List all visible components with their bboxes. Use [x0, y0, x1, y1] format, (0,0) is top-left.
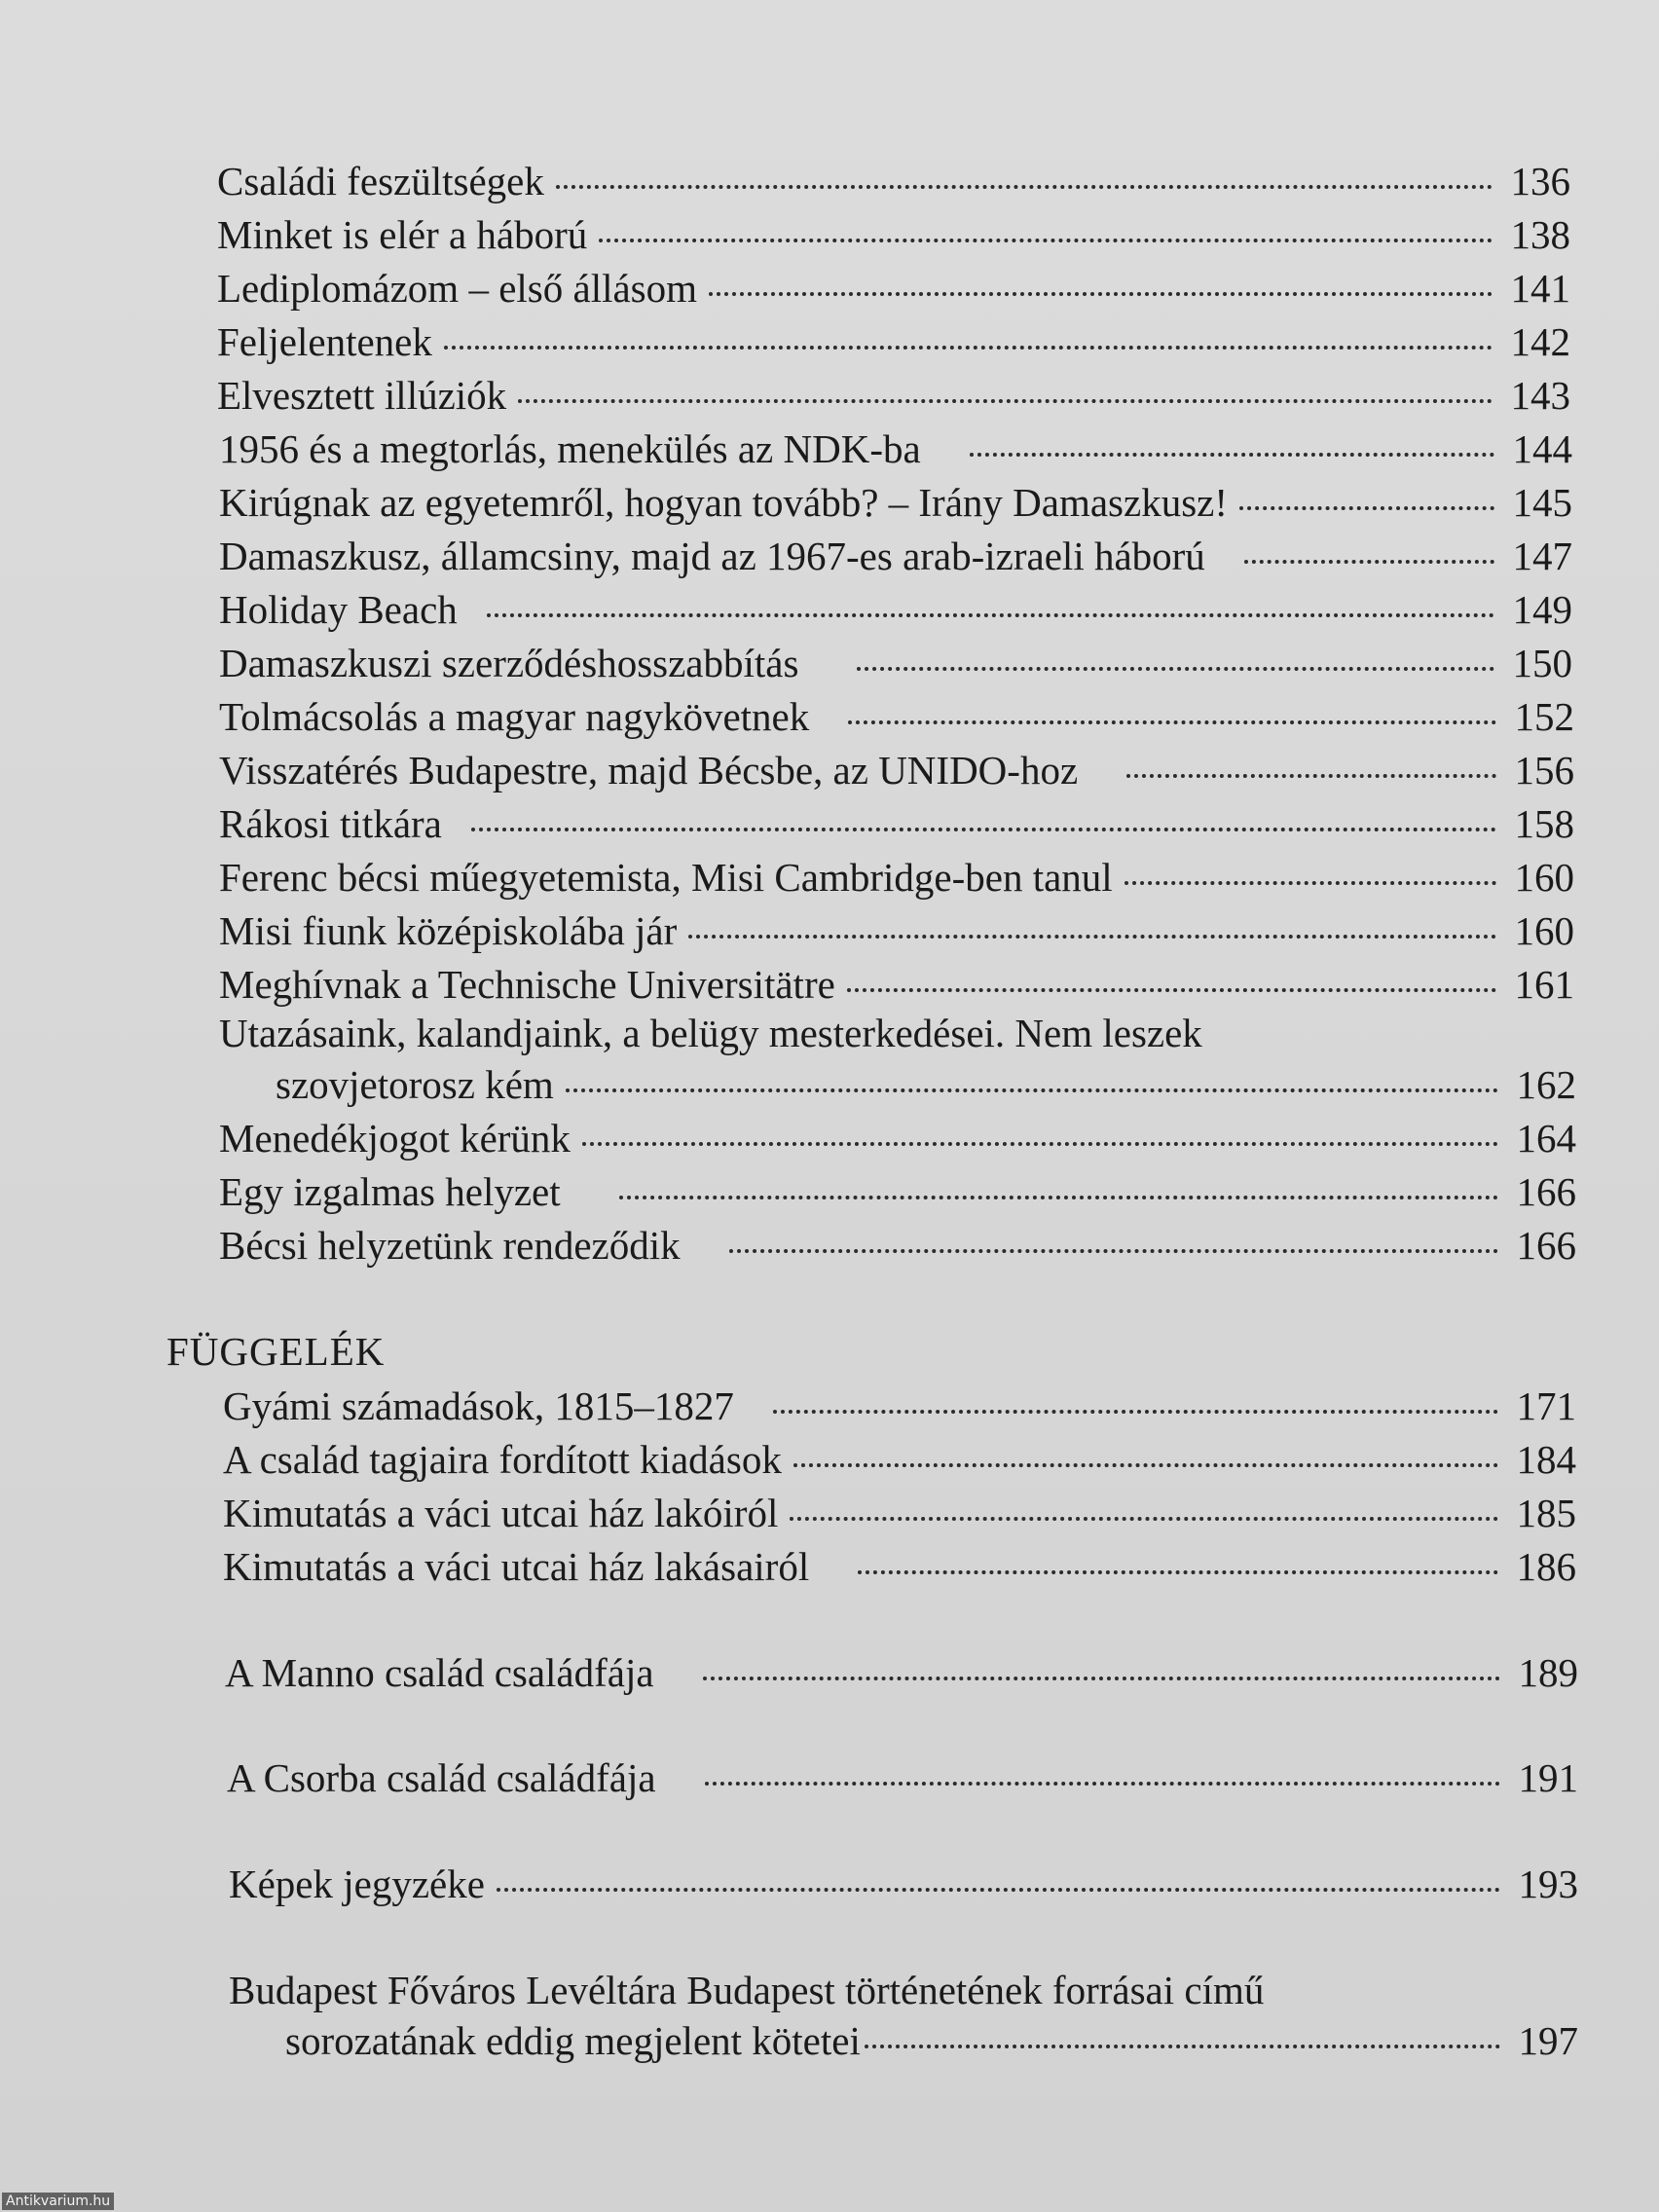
toc-entry-page: 158	[1514, 801, 1574, 846]
toc-entry-page: 138	[1510, 212, 1570, 257]
dot-leader	[497, 1887, 1500, 1892]
dot-leader	[793, 1462, 1498, 1467]
toc-entry-title: Feljelentenek	[217, 319, 432, 364]
toc-entry-page: 197	[1518, 2018, 1578, 2063]
toc-entry	[229, 1859, 1578, 1909]
toc-entry	[219, 798, 1574, 849]
dot-leader	[566, 1088, 1498, 1092]
toc-entry-title: Minket is elér a háború	[217, 212, 588, 257]
dot-leader	[487, 612, 1494, 617]
toc-entry-title: A Csorba család családfája	[227, 1755, 656, 1800]
toc-entry-page: 193	[1518, 1862, 1578, 1906]
toc-entry-page: 142	[1510, 319, 1570, 364]
toc-entry-page: 141	[1510, 266, 1570, 311]
toc-entry-page: 143	[1510, 373, 1570, 418]
toc-entry-title: Kimutatás a váci utcai ház lakásairól	[223, 1544, 810, 1589]
toc-entry-title: Kirúgnak az egyetemről, hogyan tovább? – Irány Damaszkusz!	[219, 480, 1229, 525]
toc-entry-page: 184	[1516, 1437, 1576, 1482]
appendix-entry	[223, 1434, 1576, 1485]
toc-entry-title: Holiday Beach	[219, 587, 458, 632]
toc-entry	[219, 959, 1574, 1010]
toc-entry-title: Menedékjogot kérünk	[219, 1116, 571, 1161]
dot-leader	[1124, 880, 1496, 885]
dot-leader	[599, 238, 1493, 242]
toc-entry-page: 149	[1512, 587, 1572, 632]
appendix-entry	[223, 1488, 1576, 1538]
toc-entry-page: 145	[1512, 480, 1572, 525]
toc-entry-title: Gyámi számadások, 1815–1827	[223, 1383, 734, 1428]
toc-entry	[217, 209, 1570, 260]
toc-entry-page: 136	[1510, 159, 1570, 203]
toc-entry	[219, 531, 1572, 581]
toc-entry-title-line1: Utazásaink, kalandjaink, a belügy mesterkedései. Nem leszek	[219, 1011, 1202, 1055]
dot-leader	[790, 1516, 1498, 1521]
toc-entry-title: sorozatának eddig megjelent kötetei	[285, 2018, 861, 2063]
toc-entry-page: 166	[1516, 1169, 1576, 1214]
toc-entry	[219, 1166, 1576, 1217]
toc-entry-page: 186	[1516, 1544, 1576, 1589]
dot-leader	[709, 291, 1493, 296]
toc-entry-title: Misi fiunk középiskolába jár	[219, 908, 678, 953]
appendix-heading: FÜGGELÉK	[166, 1329, 386, 1374]
toc-entry	[217, 263, 1570, 313]
dot-leader	[848, 719, 1496, 724]
toc-entry-title: Meghívnak a Technische Universitätre	[219, 962, 835, 1007]
toc-entry-page: 160	[1514, 855, 1574, 900]
toc-entry-title: A család tagjaira fordított kiadások	[223, 1437, 782, 1482]
appendix-entry	[223, 1381, 1576, 1431]
toc-entry	[219, 1220, 1576, 1271]
toc-entry	[276, 1059, 1576, 1110]
toc-entry	[219, 1113, 1576, 1163]
toc-entry	[219, 745, 1574, 795]
toc-entry-page: 171	[1516, 1383, 1576, 1428]
toc-entry	[217, 156, 1570, 206]
dot-leader	[471, 827, 1496, 831]
toc-entry-title: Visszatérés Budapestre, majd Bécsbe, az UNIDO-hoz	[219, 748, 1079, 793]
toc-entry	[217, 370, 1570, 421]
watermark: Antikvarium.hu	[2, 2193, 114, 2210]
toc-entry-title: Egy izgalmas helyzet	[219, 1169, 561, 1214]
toc-entry-title: Damaszkuszi szerződéshosszabbítás	[219, 641, 799, 685]
appendix-entry	[223, 1541, 1576, 1592]
toc-entry-title: szovjetorosz kém	[276, 1062, 554, 1107]
toc-entry-page: 166	[1516, 1223, 1576, 1268]
toc-entry-title: Lediplomázom – első állásom	[217, 266, 698, 311]
toc-entry	[219, 852, 1574, 903]
toc-entry-page: 156	[1514, 748, 1574, 793]
toc-entry-title: Képek jegyzéke	[229, 1862, 485, 1906]
toc-entry-title: A Manno család családfája	[225, 1650, 654, 1695]
toc-entry-page: 161	[1514, 962, 1574, 1007]
toc-entry-title: Ferenc bécsi műegyetemista, Misi Cambridge-ben tanul	[219, 855, 1113, 900]
dot-leader	[582, 1141, 1498, 1146]
toc-entry-page: 147	[1512, 534, 1572, 578]
toc-entry	[285, 2015, 1578, 2066]
dot-leader	[556, 184, 1493, 189]
dot-leader	[865, 2044, 1500, 2048]
toc-entry-title: Kimutatás a váci utcai ház lakóiról	[223, 1491, 779, 1535]
toc-entry	[219, 905, 1574, 956]
toc-entry	[219, 691, 1574, 742]
toc-entry	[219, 477, 1572, 528]
dot-leader	[857, 666, 1494, 671]
toc-entry-page: 162	[1516, 1062, 1576, 1107]
toc-entry-page: 152	[1514, 694, 1574, 739]
dot-leader	[1126, 773, 1496, 778]
dot-leader	[970, 452, 1494, 457]
dot-leader	[703, 1676, 1500, 1680]
toc-entry	[219, 424, 1572, 474]
toc-entry-title: Elvesztett illúziók	[217, 373, 507, 418]
toc-entry	[217, 316, 1570, 367]
toc-entry-title-line1: Budapest Főváros Levéltára Budapest történetének forrásai című	[229, 1968, 1265, 2012]
toc-entry-page: 185	[1516, 1491, 1576, 1535]
toc-entry-title: Rákosi titkára	[219, 801, 442, 846]
dot-leader	[518, 398, 1493, 403]
dot-leader	[729, 1248, 1498, 1253]
dot-leader	[847, 987, 1496, 992]
toc-entry	[219, 584, 1572, 635]
dot-leader	[773, 1409, 1498, 1414]
toc-entry-page: 191	[1518, 1755, 1578, 1800]
toc-entry-page: 189	[1518, 1650, 1578, 1695]
dot-leader	[688, 934, 1496, 939]
toc-entry-title: Családi feszültségek	[217, 159, 544, 203]
toc-entry	[219, 638, 1572, 688]
dot-leader	[619, 1195, 1498, 1199]
dot-leader	[705, 1781, 1500, 1786]
toc-entry-title: Damaszkusz, államcsiny, majd az 1967-es arab-izraeli háború	[219, 534, 1205, 578]
toc-entry-page: 164	[1516, 1116, 1576, 1161]
toc-entry	[227, 1752, 1578, 1803]
dot-leader	[1244, 559, 1494, 564]
dot-leader	[444, 345, 1493, 350]
toc-entry-title: Tolmácsolás a magyar nagykövetnek	[219, 694, 810, 739]
toc-entry-page: 160	[1514, 908, 1574, 953]
dot-leader	[1239, 505, 1494, 510]
toc-entry-page: 150	[1512, 641, 1572, 685]
toc-entry-page: 144	[1512, 426, 1572, 471]
toc-entry-title: Bécsi helyzetünk rendeződik	[219, 1223, 681, 1268]
dot-leader	[858, 1569, 1498, 1574]
toc-entry	[225, 1647, 1578, 1698]
toc-entry-title: 1956 és a megtorlás, menekülés az NDK-ba	[219, 426, 921, 471]
